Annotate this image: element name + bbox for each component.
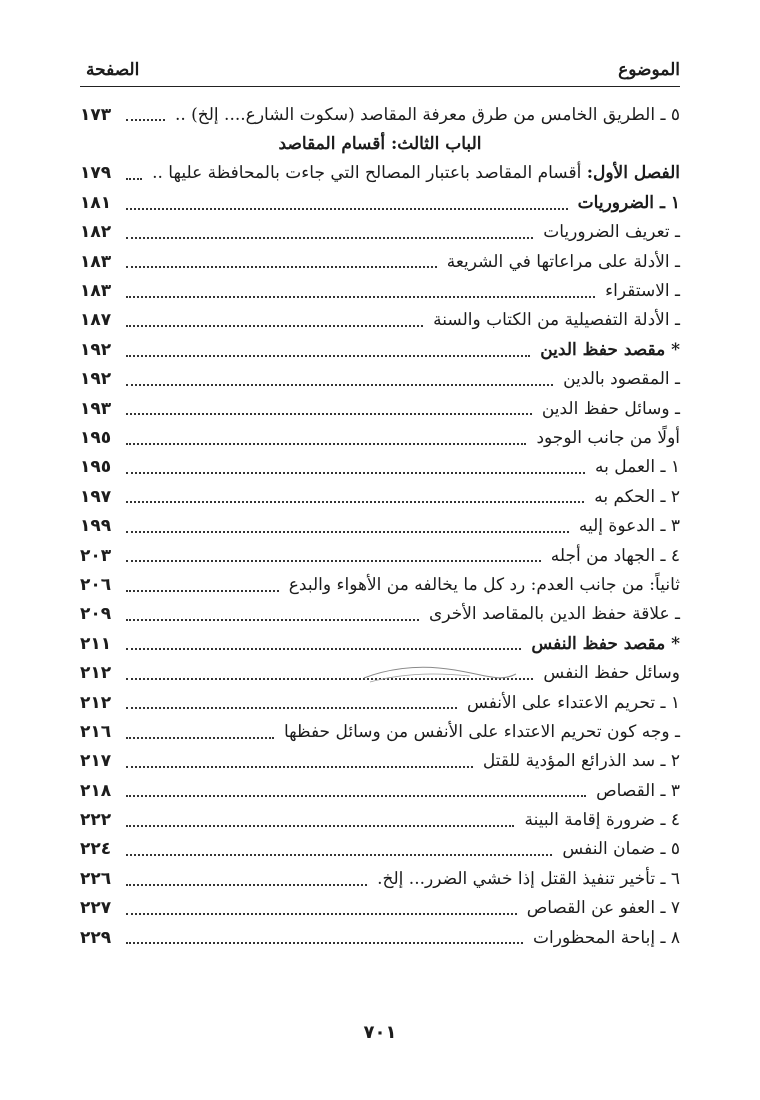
table-of-contents-header (80, 48, 680, 87)
dot-leader (126, 723, 274, 739)
dot-leader (126, 634, 521, 650)
dot-leader (126, 546, 541, 562)
dot-leader (126, 194, 568, 210)
page-column-heading: الصفحة (86, 60, 140, 80)
toc-entry-page: ٢٠٣ (80, 545, 112, 566)
toc-entry-page: ٢١١ (80, 633, 112, 654)
pen-scribble-mark (360, 660, 520, 688)
toc-entry-title: ٦ ـ تأخير تنفيذ القتل إذا خشي الضرر... إلخ. (377, 868, 680, 889)
toc-entry-page: ٢٠٩ (80, 604, 112, 625)
dot-leader (126, 223, 533, 239)
toc-entry (80, 511, 680, 540)
toc-entry (80, 247, 680, 276)
dot-leader (126, 517, 569, 533)
toc-entry-page: ١٨٣ (80, 281, 112, 302)
toc-entry-title: ٣ ـ القصاص (596, 780, 680, 801)
toc-entry-title: * مقصد حفظ الدين (540, 339, 680, 360)
toc-entry (80, 335, 680, 364)
dot-leader (126, 311, 423, 327)
toc-entry-title: ٥ ـ الطريق الخامس من طرق معرفة المقاصد (سكوت الشارع.... إلخ) .. (174, 104, 680, 125)
toc-entry (80, 159, 680, 188)
dot-leader (126, 341, 530, 357)
toc-entry-page: ١٨٢ (80, 222, 112, 243)
dot-leader (126, 899, 517, 915)
toc-entry-page: ٢٢٦ (80, 868, 112, 889)
dot-leader (126, 693, 457, 709)
toc-entry-title: الباب الثالث: أقسام المقاصد (278, 134, 482, 155)
dot-leader (126, 870, 367, 886)
toc-entry-title: ٢ ـ سد الذرائع المؤدية للقتل (482, 751, 680, 772)
toc-entry-page: ١٩٥ (80, 427, 112, 448)
toc-entry-page: ٢٢٧ (80, 898, 112, 919)
toc-entry (80, 776, 680, 805)
dot-leader (126, 458, 585, 474)
toc-entry-title: ٥ ـ ضمان النفس (562, 839, 680, 860)
toc-entry-title: ٤ ـ الجهاد من أجله (550, 545, 680, 566)
toc-entry-title: ـ تعريف الضروريات (543, 222, 680, 243)
toc-entry (80, 276, 680, 305)
toc-entry-page: ٢٢٩ (80, 927, 112, 948)
toc-entry (80, 423, 680, 452)
toc-entry-title: ٧ ـ العفو عن القصاص (526, 898, 680, 919)
toc-entry-page: ٢٠٦ (80, 574, 112, 595)
toc-entry (80, 600, 680, 629)
toc-entry (80, 306, 680, 335)
toc-entry-title: ـ وجه كون تحريم الاعتداء على الأنفس من وسائل حفظها (284, 721, 680, 742)
toc-entry-page: ١٩٣ (80, 398, 112, 419)
dot-leader (126, 429, 526, 445)
toc-entry-page: ٢١٧ (80, 751, 112, 772)
dot-leader (126, 164, 142, 180)
toc-entry (80, 747, 680, 776)
toc-entry-page: ١٩٢ (80, 339, 112, 360)
toc-entry-lead: الفصل الأول: (586, 163, 680, 184)
dot-leader (126, 399, 532, 415)
toc-entry-page: ٢٢٢ (80, 810, 112, 831)
toc-entry-page: ١٩٥ (80, 457, 112, 478)
toc-entry-title: ـ وسائل حفظ الدين (541, 398, 680, 419)
toc-entry-page: ٢١٦ (80, 721, 112, 742)
toc-entries (80, 100, 680, 952)
toc-entry (80, 218, 680, 247)
toc-entry (80, 100, 680, 129)
toc-entry-title: ٣ ـ الدعوة إليه (578, 516, 680, 537)
toc-entry-page: ١٨٣ (80, 251, 112, 272)
toc-entry-title: ـ علاقة حفظ الدين بالمقاصد الأخرى (429, 604, 680, 625)
toc-entry-title: ١ ـ تحريم الاعتداء على الأنفس (467, 692, 680, 713)
toc-entry (80, 864, 680, 893)
dot-leader (126, 928, 523, 944)
subject-column-heading: الموضوع (618, 60, 680, 80)
toc-entry-title: ـ الأدلة على مراعاتها في الشريعة (446, 251, 680, 272)
toc-entry-page: ٢١٢ (80, 663, 112, 684)
toc-entry (80, 482, 680, 511)
dot-leader (126, 487, 584, 503)
toc-entry-text: أقسام المقاصد باعتبار المصالح التي جاءت بالمحافظة عليها .. (152, 163, 582, 184)
dot-leader (126, 576, 279, 592)
toc-entry (80, 629, 680, 658)
dot-leader (126, 105, 165, 121)
toc-entry-title: أولًا من جانب الوجود (536, 427, 680, 448)
toc-entry-title: ـ الأدلة التفصيلية من الكتاب والسنة (433, 310, 680, 331)
dot-leader (126, 370, 553, 386)
toc-entry-page: ١٧٩ (80, 163, 112, 184)
toc-entry-title: ١ ـ الضروريات (577, 192, 680, 213)
toc-entry-title: ثانياً: من جانب العدم: رد كل ما يخالفه من الأهواء والبدع (288, 574, 680, 595)
dot-leader (126, 282, 595, 298)
toc-entry-title: ـ المقصود بالدين (563, 369, 680, 390)
page-number: ٧٠١ (363, 1022, 397, 1043)
toc-entry (80, 570, 680, 599)
toc-entry (80, 805, 680, 834)
toc-entry-title: * مقصد حفظ النفس (531, 633, 680, 654)
toc-entry-page: ١٨١ (80, 192, 112, 213)
toc-entry-page: ٢٢٤ (80, 839, 112, 860)
toc-entry-title (146, 163, 680, 183)
dot-leader (126, 605, 419, 621)
toc-entry (80, 688, 680, 717)
toc-entry-page: ٢١٢ (80, 692, 112, 713)
toc-entry-page: ١٨٧ (80, 310, 112, 331)
toc-entry-page: ١٩٩ (80, 516, 112, 537)
toc-section-heading (80, 129, 680, 158)
toc-entry-title: ٤ ـ ضرورة إقامة البينة (524, 810, 680, 831)
toc-entry-title: ٢ ـ الحكم به (594, 486, 680, 507)
toc-entry (80, 894, 680, 923)
toc-entry (80, 188, 680, 217)
toc-entry-page: ١٩٧ (80, 486, 112, 507)
toc-entry (80, 835, 680, 864)
dot-leader (126, 781, 586, 797)
toc-entry-page: ٢١٨ (80, 780, 112, 801)
toc-entry-title: ٨ ـ إباحة المحظورات (533, 927, 680, 948)
toc-entry (80, 541, 680, 570)
toc-entry-page: ١٧٣ (80, 104, 112, 125)
dot-leader (126, 252, 437, 268)
toc-entry-page: ١٩٢ (80, 369, 112, 390)
toc-entry-title: ١ ـ العمل به (595, 457, 680, 478)
toc-entry (80, 453, 680, 482)
toc-entry (80, 923, 680, 952)
dot-leader (126, 840, 552, 856)
toc-entry-title: ـ الاستقراء (605, 281, 680, 302)
toc-entry (80, 717, 680, 746)
toc-entry (80, 365, 680, 394)
toc-entry-title: وسائل حفظ النفس (543, 663, 680, 684)
toc-entry (80, 394, 680, 423)
dot-leader (126, 752, 473, 768)
dot-leader (126, 811, 514, 827)
